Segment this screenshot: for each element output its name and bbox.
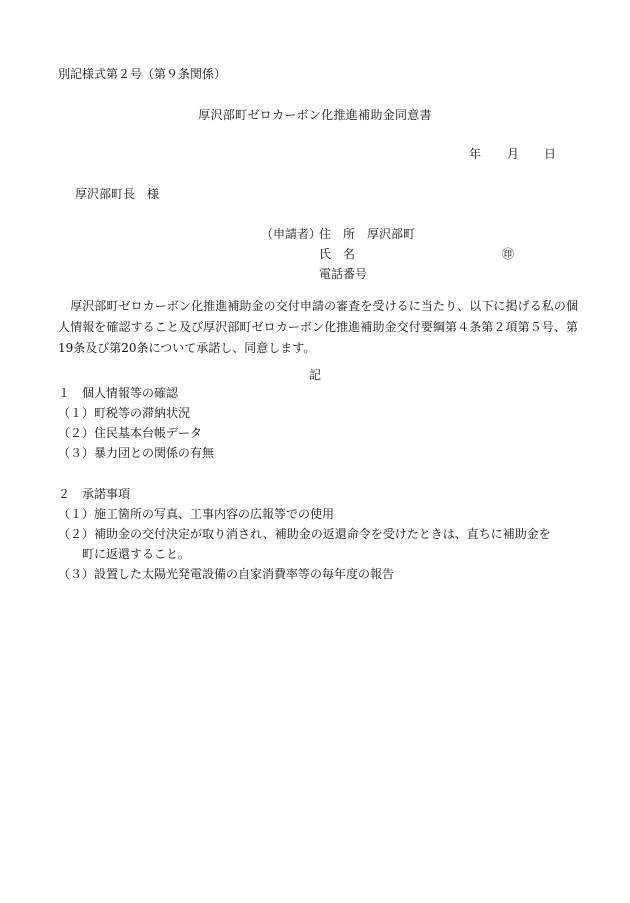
addressee: 厚沢部町長 様 (75, 187, 160, 201)
date-day: 日 (544, 147, 557, 161)
ki-marker: 記 (308, 368, 321, 382)
section1-item: （２）住民基本台帳データ (58, 426, 203, 440)
date-year: 年 (469, 147, 482, 161)
consent-body-text: 厚沢部町ゼロカーボン化推進補助金の交付申請の審査を受けるに当たり、以下に掲げる私の個人情報を確認すること及び厚沢部町ゼロカーボン化推進補助金交付要綱第４条第２項第５号、第19条及び第20条について承諾し、同意します。 (58, 299, 578, 355)
section1-heading: １ 個人情報等の確認 (58, 386, 179, 400)
form-number: 別記様式第２号（第９条関係） (58, 67, 227, 81)
section2-item: （２）補助金の交付決定が取り消され、補助金の返還命令を受けたときは、直ちに補助金を (58, 527, 551, 541)
section2-item: （１）施工箇所の写真、工事内容の広報等での使用 (58, 507, 335, 521)
section1-item: （３）暴力団との関係の有無 (58, 446, 215, 460)
document-title: 厚沢部町ゼロカーボン化推進補助金同意書 (198, 108, 432, 122)
name-label: 氏 名 (319, 247, 356, 261)
date-month: 月 (507, 147, 520, 161)
section2-item-continuation: 町に返還すること。 (82, 547, 191, 561)
section2-heading: ２ 承諾事項 (58, 487, 131, 501)
applicant-role: （申請者） (261, 227, 322, 241)
seal-mark: ㊞ (502, 247, 515, 261)
section2-item: （３）設置した太陽光発電設備の自家消費率等の毎年度の報告 (58, 567, 395, 581)
address-value: 厚沢部町 (367, 227, 416, 241)
address-label: 住 所 (319, 227, 356, 241)
section1-item: （１）町税等の滞納状況 (58, 406, 191, 420)
phone-label: 電話番号 (319, 267, 368, 281)
